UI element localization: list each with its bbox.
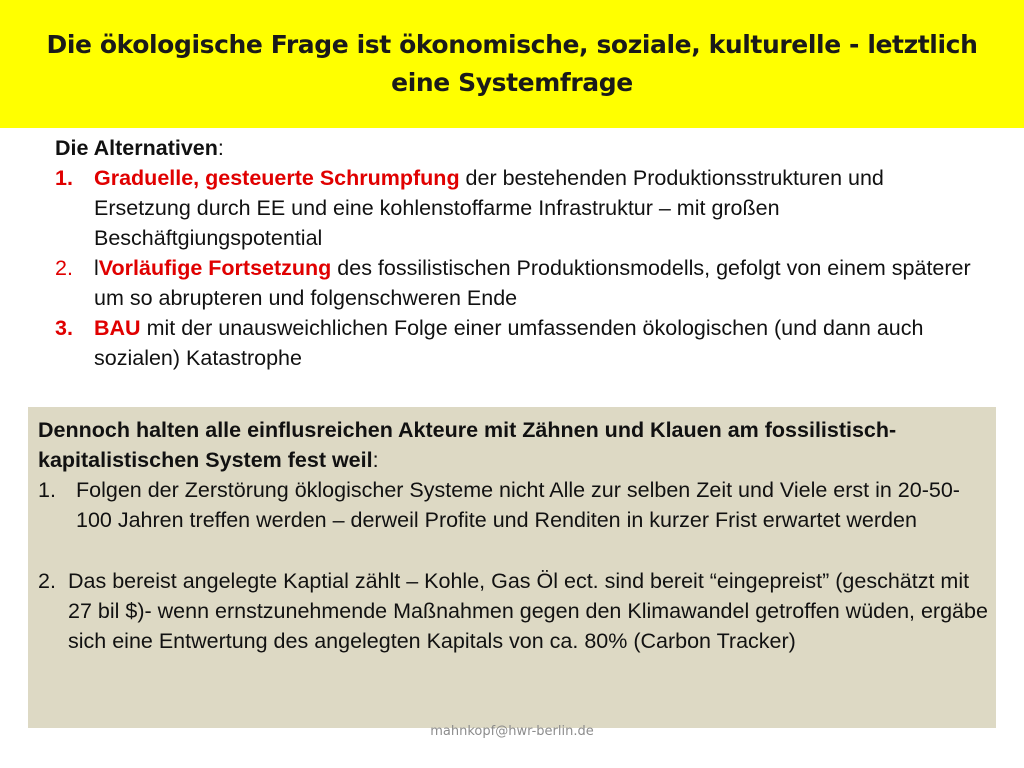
alternative-text-2: des fossilistischen Produktionsmodells, gefolgt von einem späterer um so abrupteren und folgenschweren Ende xyxy=(94,256,971,310)
reason-text-2: Das bereist angelegte Kaptial zählt – Kohle, Gas Öl ect. sind bereit “eingepreist” (geschätzt mit 27 bil $)- wenn ernstzunehmende Maßnahmen gegen den Klimawandel getroffen wüden, ergäbe sich eine Entwertung des angelegten Kapitals von ca. 80% (Carbon Tracker) xyxy=(68,569,988,653)
reasons-heading xyxy=(38,415,988,475)
alternative-prefix-2: l xyxy=(94,256,99,280)
alternative-highlight-2: Vorläufige Fortsetzung xyxy=(98,256,332,280)
reasons-spacer xyxy=(38,535,988,566)
reasons-heading-text: Dennoch halten alle einflusreichen Akteure mit Zähnen und Klauen am fossilistisch-kapitalistischen System fest weil xyxy=(38,418,897,472)
alternatives-heading xyxy=(55,133,985,163)
footer-email: mahnkopf@hwr-berlin.de xyxy=(430,724,594,739)
alternative-text-1: der bestehenden Produktionsstrukturen und Ersetzung durch EE und eine kohlenstoffarme Infrastruktur – mit großen Beschäftgiungspotential xyxy=(94,166,884,250)
alternatives-heading-colon: : xyxy=(217,136,224,160)
alternative-text-3: mit der unausweichlichen Folge einer umfassenden ökologischen (und dann auch sozialen) Katastrophe xyxy=(94,316,924,370)
alternative-highlight-3: BAU xyxy=(94,316,141,340)
reason-item-2 xyxy=(38,566,988,656)
reason-number-2: 2. xyxy=(38,569,56,593)
alternative-highlight-1: Graduelle, gesteuerte Schrumpfung xyxy=(94,166,460,190)
alternative-item-1 xyxy=(55,163,985,253)
alternatives-section xyxy=(55,133,985,373)
alternatives-heading-text: Die Alternativen xyxy=(55,136,218,160)
title-band xyxy=(0,0,1024,128)
reason-number-1: 1. xyxy=(38,478,56,502)
alternative-number-2: 2. xyxy=(55,256,73,280)
reasons-box xyxy=(28,407,996,728)
alternative-item-2 xyxy=(55,253,985,313)
alternative-number-3: 3. xyxy=(55,316,73,340)
alternative-number-1: 1. xyxy=(55,166,73,190)
reasons-heading-colon: : xyxy=(372,448,379,472)
reason-item-1 xyxy=(38,475,988,535)
reason-text-1: Folgen der Zerstörung öklogischer Systeme nicht Alle zur selben Zeit und Viele erst in 20-50-100 Jahren treffen werden – derweil Profite und Renditen in kurzer Frist erwartet werden xyxy=(76,478,960,532)
alternative-item-3 xyxy=(55,313,985,373)
slide-title: Die ökologische Frage ist ökonomische, soziale, kulturelle - letztlich eine Systemfrage xyxy=(46,30,978,97)
